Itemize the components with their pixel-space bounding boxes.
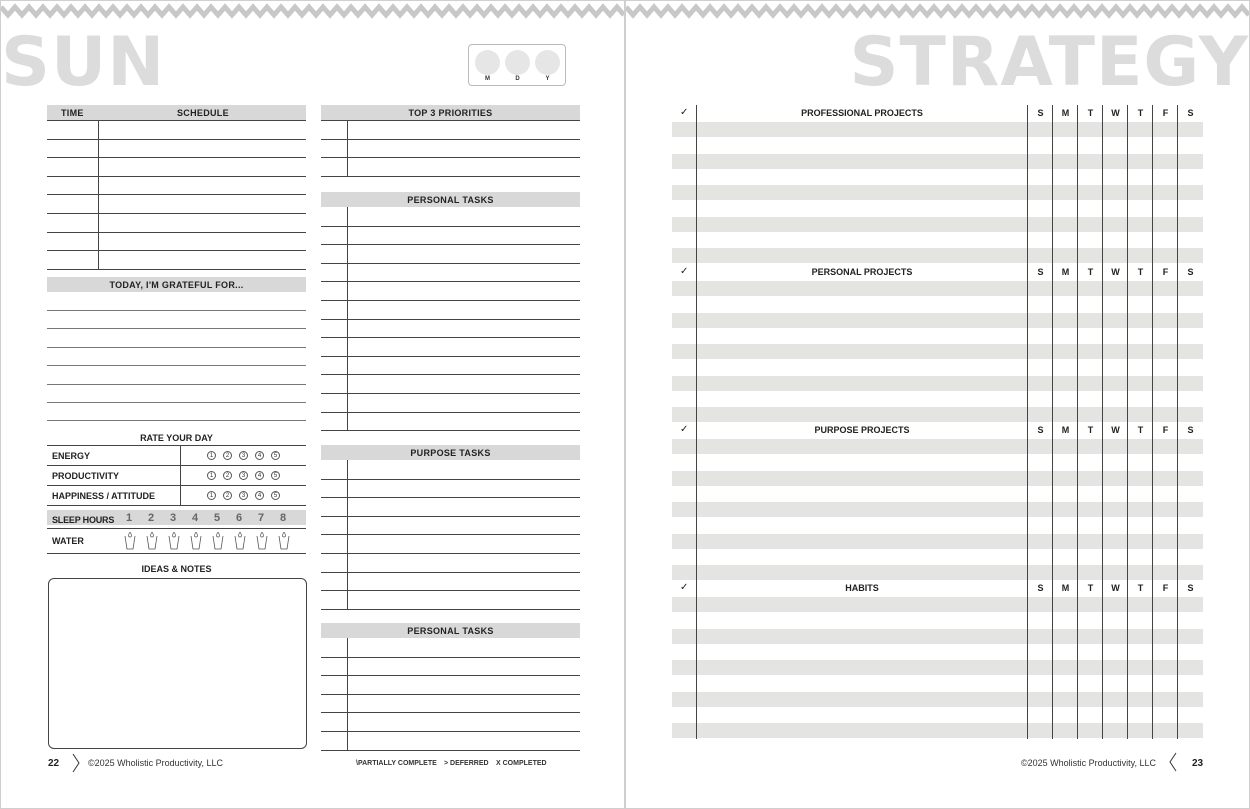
rate-option[interactable]: 2 [223,471,232,480]
grid-line[interactable] [321,750,580,751]
water-cup-icon[interactable] [146,532,158,550]
task-row[interactable] [672,217,1203,232]
rate-line [47,465,306,466]
day-divider [1102,105,1103,739]
task-row[interactable] [672,185,1203,200]
grid-divider [98,120,99,269]
day-header: W [1111,108,1120,118]
day-header: M [1061,267,1070,277]
page-number-left: 22 [48,758,60,769]
grid-line[interactable] [321,675,580,676]
section-title: PERSONAL PROJECTS [811,267,913,277]
day-header: T [1137,108,1144,118]
task-row[interactable] [672,122,1203,137]
day-header: S [1037,425,1044,435]
grid-line[interactable] [321,516,580,517]
water-cup-icon[interactable] [256,532,268,550]
chevron-right-icon [71,753,81,773]
grid-line [321,120,580,121]
sleep-hour-option[interactable]: 4 [192,512,199,524]
water-divider [47,553,306,554]
grid-line[interactable] [47,269,306,270]
grateful-header: TODAY, I'M GRATEFUL FOR... [47,277,306,292]
check-column-icon: ✓ [680,424,689,435]
grid-line [47,120,306,121]
grid-line[interactable] [47,250,306,251]
task-row[interactable] [672,597,1203,612]
legend-completed [496,760,547,767]
grid-line[interactable] [321,226,580,227]
grid-line[interactable] [321,139,580,140]
schedule-header-label: SCHEDULE [177,107,229,118]
grid-line[interactable] [47,194,306,195]
rate-option[interactable]: 4 [255,471,264,480]
grid-divider [347,638,348,750]
day-title: SUN [1,23,166,102]
section-title: HABITS [845,583,879,593]
day-header: T [1087,267,1094,277]
day-divider [1052,105,1053,739]
grateful-line[interactable] [47,310,306,311]
water-label: WATER [52,536,84,546]
sleep-label: SLEEP HOURS [52,515,115,525]
day-divider [1027,105,1028,739]
date-picker[interactable] [468,44,566,86]
grid-line[interactable] [321,337,580,338]
ideas-notes-box[interactable] [48,578,307,749]
task-row[interactable] [672,281,1203,296]
legend-deferred-label: DEFERRED [450,760,489,767]
sleep-hour-option[interactable]: 8 [280,512,287,524]
sleep-divider [47,528,306,529]
grid-line[interactable] [321,356,580,357]
rate-option[interactable]: 3 [239,471,248,480]
time-header: TIME [61,107,84,118]
legend-partial-label: PARTIALLY COMPLETE [357,760,437,767]
sleep-hour-option[interactable]: 7 [258,512,265,524]
task-row[interactable] [672,313,1203,328]
day-header: S [1037,583,1044,593]
day-header: T [1137,267,1144,277]
sleep-hour-option[interactable]: 2 [148,512,155,524]
rate-divider [180,445,181,505]
copyright-left: ©2025 Wholistic Productivity, LLC [88,758,224,768]
day-divider [1077,105,1078,739]
check-column-icon: ✓ [680,107,689,118]
rate-line [47,445,306,446]
grid-line[interactable] [321,157,580,158]
rate-line [47,485,306,486]
task-row[interactable] [672,248,1203,263]
grid-line[interactable] [47,232,306,233]
sleep-hour-option[interactable]: 3 [170,512,177,524]
section-title: PROFESSIONAL PROJECTS [801,108,923,118]
task-row[interactable] [672,154,1203,169]
grid-line[interactable] [321,244,580,245]
grid-line[interactable] [321,590,580,591]
task-row[interactable] [672,534,1203,549]
legend-deferred-mark: > [444,760,449,767]
check-column-icon: ✓ [680,266,689,277]
grid-line[interactable] [321,534,580,535]
rate-option[interactable]: 1 [207,491,216,500]
day-header: S [1187,425,1194,435]
day-header: S [1187,267,1194,277]
day-header: S [1037,108,1044,118]
legend-partial [356,760,437,767]
task-row[interactable] [672,565,1203,580]
task-row[interactable] [672,660,1203,675]
legend-deferred [444,760,489,767]
grid-line[interactable] [321,412,580,413]
day-divider [1127,105,1128,739]
grid-line[interactable] [321,374,580,375]
day-divider [1152,105,1153,739]
page-number-right: 23 [1192,758,1204,769]
legend-completed-mark: X [496,760,501,767]
day-header: F [1162,267,1169,277]
day-divider [1177,105,1178,739]
day-header: S [1187,108,1194,118]
day-header: M [1061,108,1070,118]
grid-line[interactable] [321,393,580,394]
day-header: T [1087,108,1094,118]
task-row[interactable] [672,376,1203,391]
rate-option[interactable]: 5 [271,471,280,480]
grateful-line[interactable] [47,365,306,366]
ideas-header: IDEAS & NOTES [141,564,212,574]
rate-option[interactable]: 3 [239,451,248,460]
grid-line[interactable] [321,609,580,610]
grid-line[interactable] [47,139,306,140]
water-cup-icon[interactable] [124,532,136,550]
day-header: W [1111,267,1120,277]
task-row[interactable] [672,723,1203,738]
legend-completed-label: COMPLETED [502,760,547,767]
grid-line[interactable] [47,176,306,177]
day-header: M [1061,425,1070,435]
day-header: T [1087,425,1094,435]
rate-option[interactable]: 2 [223,491,232,500]
grid-line[interactable] [321,430,580,431]
rate-option[interactable]: 4 [255,491,264,500]
grid-divider [347,460,348,609]
rate-option[interactable]: 2 [223,451,232,460]
zigzag-border [1,1,625,19]
year-circle[interactable] [535,50,560,75]
grid-line[interactable] [47,157,306,158]
day-header: S [1037,267,1044,277]
personal-tasks-header: PERSONAL TASKS [321,192,580,207]
water-cup-icon[interactable] [212,532,224,550]
sleep-hour-option[interactable]: 1 [126,512,133,524]
schedule-header [47,105,306,120]
grid-line[interactable] [47,213,306,214]
day-circle[interactable] [505,50,530,75]
rate-option[interactable]: 1 [207,471,216,480]
water-cup-icon[interactable] [168,532,180,550]
day-header: M [1061,583,1070,593]
rate-header: RATE YOUR DAY [140,433,213,443]
day-header: T [1137,425,1144,435]
strategy-title: STRATEGY [849,23,1249,102]
grid-line[interactable] [321,572,580,573]
day-header: F [1162,108,1169,118]
task-row[interactable] [672,629,1203,644]
rate-option[interactable]: 1 [207,451,216,460]
day-header: F [1162,583,1169,593]
month-circle[interactable] [475,50,500,75]
sleep-hour-option[interactable]: 6 [236,512,243,524]
rate-row-label: PRODUCTIVITY [52,471,120,481]
sleep-hour-option[interactable]: 5 [214,512,221,524]
task-row[interactable] [672,407,1203,422]
rate-line [47,505,306,506]
grateful-line[interactable] [47,384,306,385]
grid-line[interactable] [321,300,580,301]
task-row[interactable] [672,471,1203,486]
grateful-line[interactable] [47,328,306,329]
priorities-header: TOP 3 PRIORITIES [321,105,580,120]
day-header: F [1162,425,1169,435]
grid-line[interactable] [321,553,580,554]
rate-option[interactable]: 5 [271,451,280,460]
rate-row-label: ENERGY [52,451,91,461]
task-row[interactable] [672,344,1203,359]
grid-line[interactable] [321,712,580,713]
grid-line[interactable] [321,176,580,177]
day-header: W [1111,583,1120,593]
day-header: T [1087,583,1094,593]
purpose-tasks-header: PURPOSE TASKS [321,445,580,460]
grid-line[interactable] [321,694,580,695]
grateful-line[interactable] [47,347,306,348]
task-row[interactable] [672,502,1203,517]
grid-line[interactable] [321,319,580,320]
water-cup-icon[interactable] [234,532,246,550]
personal-tasks-header-2: PERSONAL TASKS [321,623,580,638]
section-title: PURPOSE PROJECTS [814,425,910,435]
grid-line[interactable] [321,731,580,732]
chevron-left-icon [1168,752,1178,772]
grid-divider [347,120,348,176]
grid-line[interactable] [321,657,580,658]
check-column-icon: ✓ [680,582,689,593]
zigzag-border [626,1,1250,19]
day-label: D [515,76,520,82]
rate-option[interactable]: 5 [271,491,280,500]
rate-option[interactable]: 4 [255,451,264,460]
grid-divider [347,207,348,430]
task-row[interactable] [672,692,1203,707]
grid-line[interactable] [321,263,580,264]
day-header: T [1137,583,1144,593]
check-divider [696,105,697,739]
rate-option[interactable]: 3 [239,491,248,500]
grid-line[interactable] [321,479,580,480]
day-header: W [1111,425,1120,435]
grateful-line[interactable] [47,402,306,403]
task-row[interactable] [672,439,1203,454]
day-header: S [1187,583,1194,593]
grid-line[interactable] [321,497,580,498]
year-label: Y [545,76,550,82]
water-cup-icon[interactable] [190,532,202,550]
grid-line[interactable] [321,281,580,282]
water-cup-icon[interactable] [278,532,290,550]
copyright-right: ©2025 Wholistic Productivity, LLC [1021,758,1157,768]
grateful-line[interactable] [47,420,306,421]
legend-partial-mark: \ [356,760,358,767]
rate-row-label: HAPPINESS / ATTITUDE [52,491,156,501]
month-label: M [485,76,490,82]
